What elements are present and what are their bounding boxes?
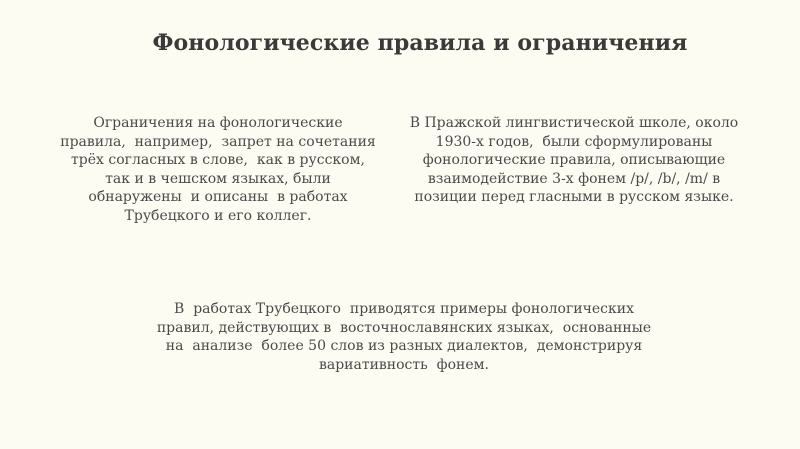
paragraph-line: правила, например, запрет на сочетания — [60, 133, 376, 150]
paragraph-right — [392, 114, 756, 207]
slide-title: Фонологические правила и ограничения — [152, 30, 688, 56]
paragraph-line: В Пражской лингвистической школе, около — [409, 115, 739, 131]
paragraph-line: обнаружены и описаны в работах — [88, 189, 348, 205]
paragraph-line: фонологические правила, описывающие — [422, 152, 726, 168]
paragraph-line: Ограничения на фонологические — [93, 115, 343, 131]
paragraph-line: Трубецкого и его коллег. — [124, 207, 312, 224]
paragraph-line: позиции перед гласными в русском языке. — [414, 189, 734, 205]
paragraph-line: 1930-х годов, были сформулированы — [435, 133, 713, 150]
paragraph-line: правил, действующих в восточнославянских языках, основанные — [156, 319, 652, 336]
paragraph-line: вариативность фонем. — [318, 356, 490, 373]
paragraph-line: В работах Трубецкого приводятся примеры фонологических — [174, 301, 634, 317]
paragraph-line: взаимодействие 3-х фонем /p/, /b/, /m/ в — [427, 170, 721, 187]
paragraph-line: так и в чешском языках, были — [105, 170, 331, 187]
paragraph-bottom — [104, 300, 704, 374]
paragraph-line: трёх согласных в слове, как в русском, — [71, 152, 365, 168]
paragraph-line: на анализе более 50 слов из разных диалектов, демонстрируя — [165, 338, 643, 354]
paragraph-left — [36, 114, 400, 225]
